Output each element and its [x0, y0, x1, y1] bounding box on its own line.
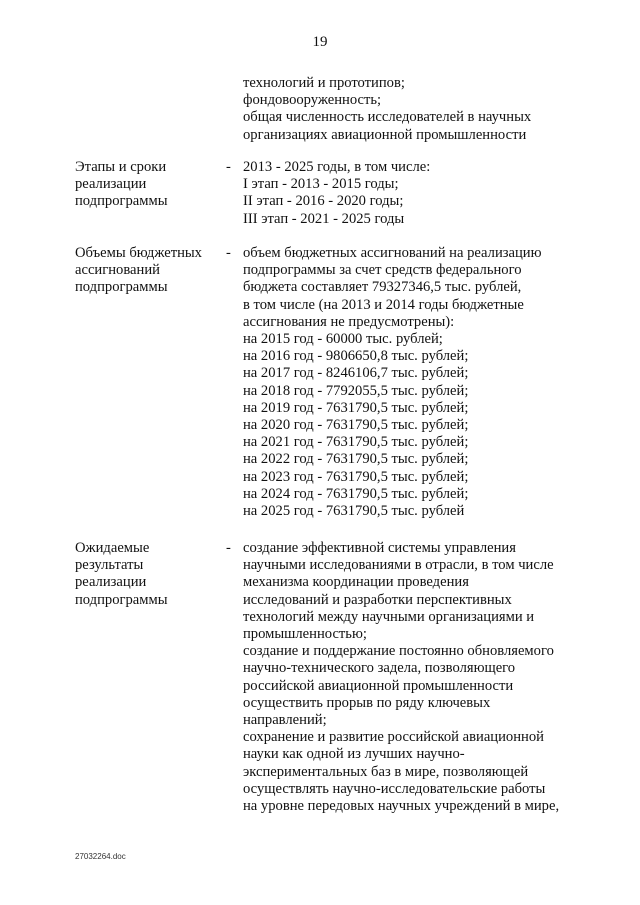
- row-budget-value: [243, 245, 588, 520]
- value-line: осуществлять научно-исследовательские работы: [243, 780, 546, 797]
- label-line: подпрограммы: [75, 591, 168, 608]
- label-line: Ожидаемые: [75, 540, 150, 556]
- continuation-text: [243, 75, 583, 144]
- value-line: сохранение и развитие российской авиационной: [243, 729, 544, 746]
- value-line: научными исследованиями в отрасли, в том числе: [243, 557, 554, 574]
- value-line: российской авиационной промышленности: [243, 677, 514, 694]
- value-line: создание и поддержание постоянно обновляемого: [243, 643, 554, 660]
- value-line: в том числе (на 2013 и 2014 годы бюджетные: [243, 296, 524, 313]
- value-line: промышленностью;: [243, 626, 367, 643]
- continuation-line: общая численность исследователей в научных: [243, 109, 532, 126]
- value-line: на 2017 год - 8246106,7 тыс. рублей;: [243, 365, 469, 382]
- value-line: осуществить прорыв по ряду ключевых: [243, 694, 491, 711]
- row-budget-label: [75, 245, 225, 297]
- row-results-value: [243, 540, 588, 815]
- value-line: науки как одной из лучших научно-: [243, 746, 465, 763]
- value-line: на 2025 год - 7631790,5 тыс. рублей: [243, 503, 465, 520]
- value-line: на 2016 год - 9806650,8 тыс. рублей;: [243, 348, 469, 365]
- label-line: подпрограммы: [75, 193, 168, 210]
- page-number: 19: [312, 34, 328, 50]
- value-line: направлений;: [243, 712, 327, 729]
- label-line: подпрограммы: [75, 279, 168, 296]
- value-line: бюджета составляет 79327346,5 тыс. рублей,: [243, 279, 522, 296]
- value-line: на 2015 год - 60000 тыс. рублей;: [243, 331, 443, 348]
- label-line: Объемы бюджетных: [75, 245, 202, 261]
- value-line: на уровне передовых научных учреждений в мире,: [243, 798, 560, 815]
- value-line: технологий между научными организациями и: [243, 608, 535, 625]
- value-line: на 2023 год - 7631790,5 тыс. рублей;: [243, 468, 469, 485]
- continuation-line: фондовооруженность;: [243, 92, 382, 109]
- value-line: ассигнования не предусмотрены):: [243, 313, 455, 330]
- value-line: экспериментальных баз в мире, позволяющей: [243, 763, 529, 780]
- value-line: механизма координации проведения: [243, 574, 469, 591]
- value-line: объем бюджетных ассигнований на реализацию: [243, 245, 542, 261]
- value-line: на 2020 год - 7631790,5 тыс. рублей;: [243, 417, 469, 434]
- value-line: III этап - 2021 - 2025 годы: [243, 210, 405, 227]
- value-line: 2013 - 2025 годы, в том числе:: [243, 159, 431, 175]
- value-line: на 2022 год - 7631790,5 тыс. рублей;: [243, 451, 469, 468]
- value-line: исследований и разработки перспективных: [243, 591, 512, 608]
- value-line: создание эффективной системы управления: [243, 540, 516, 556]
- label-line: реализации: [75, 574, 147, 591]
- label-line: результаты: [75, 557, 144, 574]
- value-line: на 2024 год - 7631790,5 тыс. рублей;: [243, 485, 469, 502]
- row-stages-value: [243, 159, 588, 228]
- label-line: реализации: [75, 176, 147, 193]
- value-line: на 2019 год - 7631790,5 тыс. рублей;: [243, 399, 469, 416]
- row-stages-label: [75, 159, 225, 211]
- continuation-line: технологий и прототипов;: [243, 75, 405, 91]
- value-line: на 2021 год - 7631790,5 тыс. рублей;: [243, 434, 469, 451]
- row-results-dash: -: [226, 540, 231, 556]
- file-name-footer: 27032264.doc: [75, 852, 126, 861]
- row-stages-dash: -: [226, 159, 231, 175]
- value-line: II этап - 2016 - 2020 годы;: [243, 193, 404, 210]
- continuation-line: организациях авиационной промышленности: [243, 126, 527, 143]
- value-line: на 2018 год - 7792055,5 тыс. рублей;: [243, 382, 469, 399]
- row-results-label: [75, 540, 225, 609]
- label-line: Этапы и сроки: [75, 159, 167, 175]
- value-line: подпрограммы за счет средств федерального: [243, 262, 522, 279]
- row-budget-dash: -: [226, 245, 231, 261]
- label-line: ассигнований: [75, 262, 160, 279]
- value-line: I этап - 2013 - 2015 годы;: [243, 176, 399, 193]
- value-line: научно-технического задела, позволяющего: [243, 660, 516, 677]
